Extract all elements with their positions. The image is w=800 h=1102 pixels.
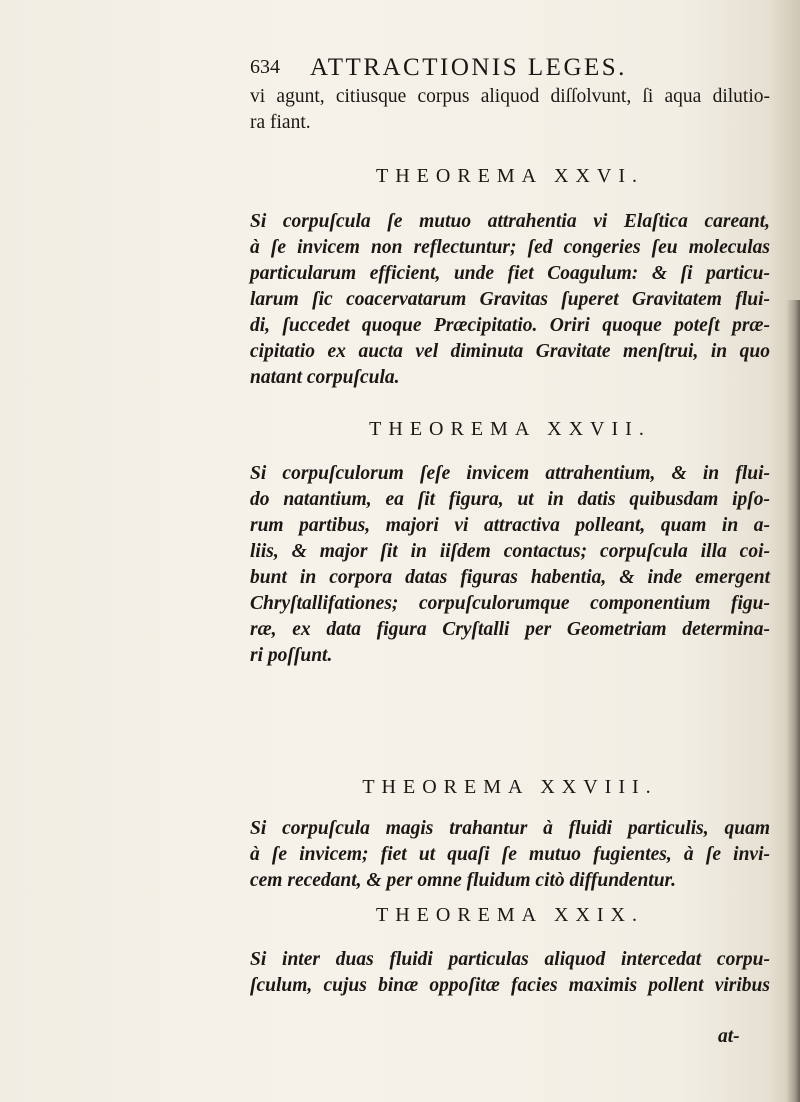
page-header [250, 54, 740, 84]
text-line: do natantium, ea ſit figura, ut in datis quibusdam ipſo- [250, 489, 770, 510]
text-line: natant corpuſcula. [250, 367, 400, 388]
page-edge-shadow [786, 300, 800, 1102]
theorem-26-body [250, 209, 770, 391]
text-line: di, ſuccedet quoque Præcipitatio. Oriri quoque poteſt præ- [250, 315, 770, 336]
theorem-28-title: THEOREMA XXVIII. [362, 776, 658, 798]
text-line: ræ, ex data figura Cryſtalli per Geometriam determina- [250, 619, 770, 640]
running-head: ATTRACTIONIS LEGES. [310, 54, 627, 81]
text-line: liis, & major ſit in iiſdem contactus; corpuſcula illa coi- [250, 541, 770, 562]
page-number: 634 [250, 56, 280, 78]
text-line: particularum efficient, unde fiet Coagulum: & ſi particu- [250, 263, 770, 284]
theorem-26-title: THEOREMA XXVI. [376, 165, 644, 187]
theorem-29-body [250, 947, 770, 999]
text-line: cipitatio ex aucta vel diminuta Gravitate menſtrui, in quo [250, 341, 770, 362]
theorem-29-title: THEOREMA XXIX. [376, 904, 644, 926]
text-line: ri poſſunt. [250, 645, 333, 666]
theorem-28-body [250, 816, 770, 894]
text-line: rum partibus, majori vi attractiva polleant, quam in a- [250, 515, 770, 536]
text-line: ra fiant. [250, 112, 311, 133]
text-line: à ſe invicem; fiet ut quaſi ſe mutuo fugientes, à ſe invi- [250, 844, 770, 865]
text-line: cem recedant, & per omne fluidum citò diffundentur. [250, 870, 676, 891]
catchword: at- [718, 1026, 740, 1047]
text-line: Chryſtallifationes; corpuſculorumque componentium figu- [250, 593, 770, 614]
text-line: larum ſic coacervatarum Gravitas ſuperet Gravitatem flui- [250, 289, 770, 310]
theorem-27-title: THEOREMA XXVII. [369, 418, 651, 440]
text-line: ſculum, cujus binæ oppoſitæ facies maximis pollent viribus [250, 975, 770, 996]
intro-paragraph [250, 84, 770, 136]
text-line: vi agunt, citiusque corpus aliquod diſſolvunt, ſi aqua dilutio- [250, 86, 770, 107]
text-line: à ſe invicem non reflectuntur; ſed congeries ſeu moleculas [250, 237, 770, 258]
text-line: Si corpuſcula ſe mutuo attrahentia vi Elaſtica careant, [250, 211, 770, 232]
text-line: Si corpuſcula magis trahantur à fluidi particulis, quam [250, 818, 770, 839]
text-line: bunt in corpora datas figuras habentia, & inde emergent [250, 567, 770, 588]
text-line: Si inter duas fluidi particulas aliquod intercedat corpu- [250, 949, 770, 970]
text-line: Si corpuſculorum ſeſe invicem attrahentium, & in flui- [250, 463, 770, 484]
theorem-27-body [250, 461, 770, 669]
